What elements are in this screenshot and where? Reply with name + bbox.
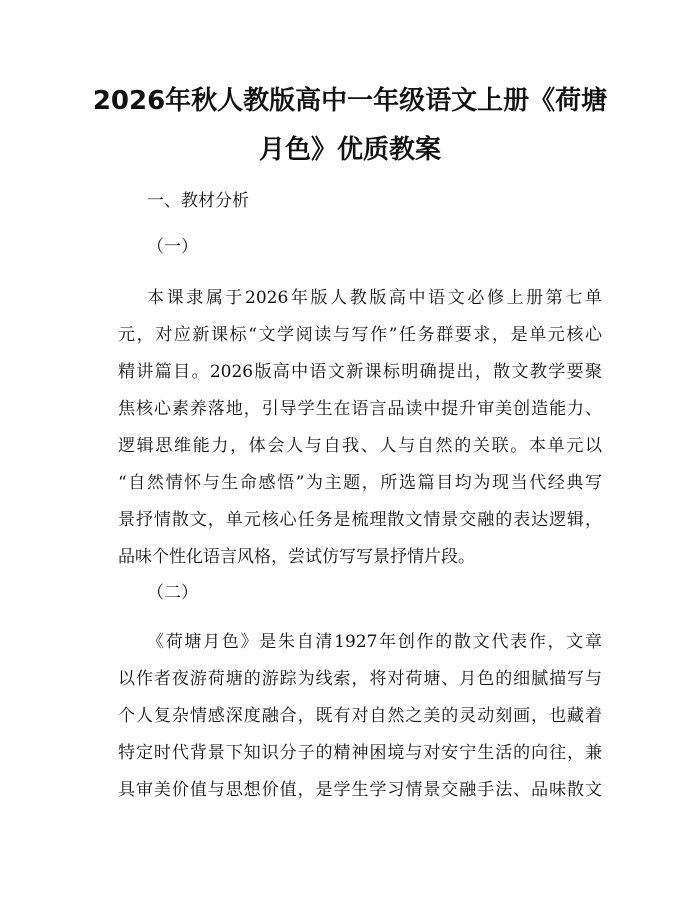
section-heading: 一、教材分析 (147, 191, 249, 211)
paragraph-line: 品味个性化语言风格，尝试仿写写景抒情片段。 (118, 547, 475, 567)
paragraph-2 (118, 624, 602, 809)
paragraph-line: 特定时代背景下知识分子的精神困境与对安宁生活的向往，兼 (118, 743, 602, 763)
paragraph-line: 《荷塘月色》是朱自清1927年创作的散文代表作，文章 (147, 632, 602, 652)
paragraph-line: 精讲篇目。2026版高中语文新课标明确提出，散文教学要聚 (118, 362, 602, 382)
paragraph-line: 本课隶属于2026年版人教版高中语文必修上册第七单 (147, 288, 602, 308)
part-2-label: （二） (147, 583, 198, 603)
paragraph-line: 景抒情散文，单元核心任务是梳理散文情景交融的表达逻辑， (118, 510, 602, 530)
paragraph-1 (118, 280, 602, 576)
paragraph-line: 元，对应新课标“文学阅读与写作”任务群要求，是单元核心 (118, 325, 602, 345)
title-line-2: 月色》优质教案 (258, 135, 441, 165)
part-1-label: （一） (147, 237, 198, 257)
paragraph-line: 个人复杂情感深度融合，既有对自然之美的灵动刻画，也藏着 (118, 706, 602, 726)
title-line-1: 2026年秋人教版高中一年级语文上册《荷塘 (92, 86, 608, 116)
paragraph-line: “自然情怀与生命感悟”为主题，所选篇目均为现当代经典写 (118, 473, 602, 493)
paragraph-line: 以作者夜游荷塘的游踪为线索，将对荷塘、月色的细腻描写与 (118, 669, 602, 689)
paragraph-line: 具审美价值与思想价值，是学生学习情景交融手法、品味散文 (118, 780, 602, 800)
paragraph-line: 逻辑思维能力，体会人与自我、人与自然的关联。本单元以 (118, 436, 602, 456)
paragraph-line: 焦核心素养落地，引导学生在语言品读中提升审美创造能力、 (118, 399, 602, 419)
